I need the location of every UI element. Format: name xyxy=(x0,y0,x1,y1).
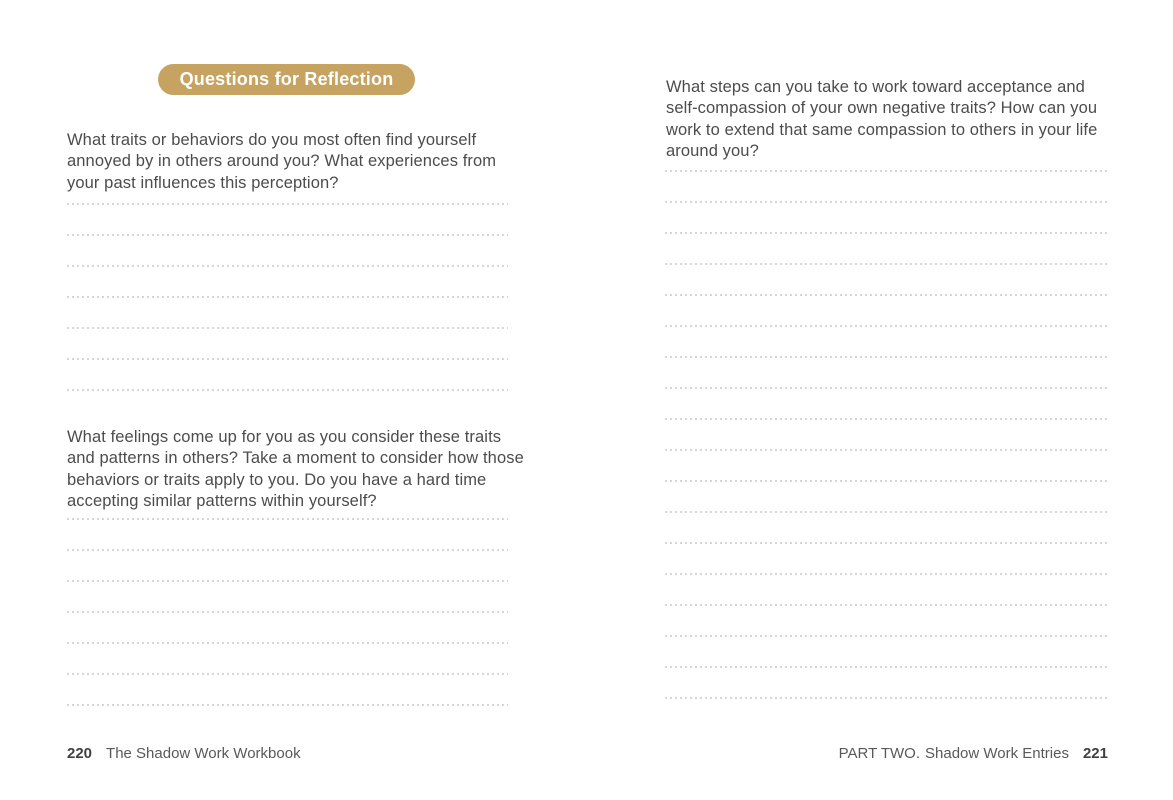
reflection-question-3: What steps can you take to work toward acceptance and self-compassion of your own negative traits? How can you work to extend that same compassion to others in your life around you? xyxy=(666,77,1098,160)
answer-lines-section-3 xyxy=(665,141,1108,699)
answer-line xyxy=(67,520,508,551)
answer-line xyxy=(665,389,1108,420)
answer-line xyxy=(665,637,1108,668)
questions-for-reflection-badge: Questions for Reflection xyxy=(158,64,415,95)
reflection-question-2: What feelings come up for you as you consider these traits and patterns in others? Take a moment to consider how those behaviors or traits apply to you. Do you have a hard time accepting similar patterns within yourself? xyxy=(67,427,524,510)
answer-lines-section-2 xyxy=(67,489,508,706)
answer-line xyxy=(67,174,508,205)
answer-line xyxy=(665,358,1108,389)
answer-lines-section-1 xyxy=(67,174,508,391)
answer-line xyxy=(67,298,508,329)
answer-line xyxy=(665,606,1108,637)
answer-line xyxy=(665,482,1108,513)
answer-line xyxy=(665,451,1108,482)
reflection-question-1: What traits or behaviors do you most often find yourself annoyed by in others around you? What experiences from your past influences this perception? xyxy=(67,130,497,192)
answer-line xyxy=(665,203,1108,234)
right-page-number: 221 xyxy=(1082,745,1108,762)
answer-line xyxy=(67,236,508,267)
answer-line xyxy=(665,296,1108,327)
answer-line xyxy=(665,234,1108,265)
answer-line xyxy=(665,575,1108,606)
left-page-footer xyxy=(67,745,301,762)
answer-line xyxy=(67,360,508,391)
answer-line xyxy=(665,513,1108,544)
answer-line xyxy=(67,267,508,298)
answer-line xyxy=(67,675,508,706)
answer-line xyxy=(665,141,1108,172)
answer-line xyxy=(665,668,1108,699)
section-title: Shadow Work Entries xyxy=(925,745,1069,762)
answer-line xyxy=(665,265,1108,296)
right-page-footer xyxy=(839,745,1108,762)
answer-line xyxy=(665,327,1108,358)
book-title: The Shadow Work Workbook xyxy=(106,745,301,762)
part-label: PART TWO. xyxy=(838,745,921,762)
answer-line xyxy=(665,172,1108,203)
left-page-number: 220 xyxy=(67,745,93,762)
answer-line xyxy=(665,420,1108,451)
answer-line xyxy=(67,489,508,520)
answer-line xyxy=(67,329,508,360)
answer-line xyxy=(67,582,508,613)
answer-line xyxy=(67,551,508,582)
answer-line xyxy=(67,644,508,675)
answer-line xyxy=(665,544,1108,575)
answer-line xyxy=(67,613,508,644)
answer-line xyxy=(67,205,508,236)
